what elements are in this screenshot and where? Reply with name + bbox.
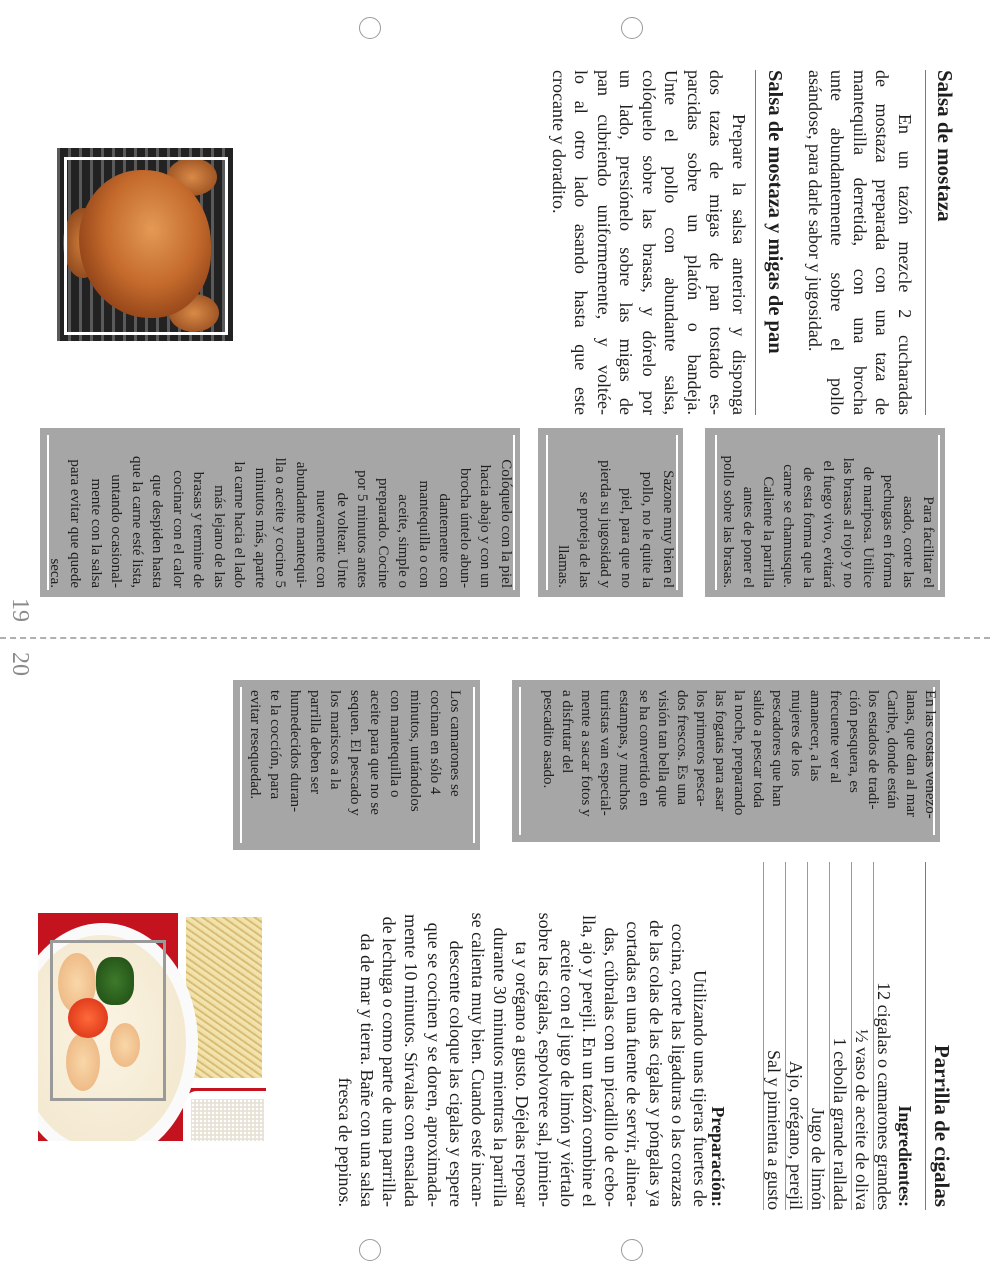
text-line: lanas, que dan al mar [902,690,919,818]
tip-text [552,438,678,588]
text-line: cocinan en sólo 4 [427,690,443,795]
ingredient-item: Sal y pimienta a gusto [763,862,785,1210]
text-line: antes de poner el [740,486,756,588]
text-line: Colóquelo con la piel [498,459,514,588]
text-line: los primeros pesca- [692,690,709,807]
text-line: estampas, y muchos [616,690,633,811]
text-line: dantemente con [436,493,453,588]
text-line: untando ocasional- [108,474,125,588]
paragraph-salsa-de-mostaza [804,70,917,415]
tip-box-season [538,428,683,597]
text-line: se proteja de las [576,491,592,588]
page-number-left: 19 [7,598,33,622]
text-line: hacia abajo y con un [477,464,494,588]
text-line: pescadores que han [769,690,786,807]
text-line: amanecer, a las [807,690,824,782]
text-line: se calienta muy bien. Cuando esté incan- [467,912,488,1207]
text-line: las fogatas para asar [711,690,728,812]
info-box-venezuelan-coasts [512,680,940,842]
text-line: te la cocción, para [267,690,283,800]
text-line: mantequilla derretida, con una brocha [850,70,870,415]
text-line: nuevamente con [313,490,330,588]
text-line: que se cocinen y se doren, aproximada- [423,922,444,1207]
heading-salsa-migas-de-pan: Salsa de mostaza y migas de pan [764,70,786,354]
text-line: las brasas al rojo y no [840,457,856,588]
paragraph-salsa-migas-de-pan [548,70,751,415]
text-line: mente 10 minutos. Sírvalas con ensalada [401,914,422,1207]
text-line: Los camarones se [447,690,463,797]
text-line: de voltear. Unte [334,492,350,588]
text-line: seca. [47,558,63,588]
text-line: carne se chamusque. [780,464,796,588]
text-line: piel, para que no [618,488,634,588]
heading-rule [755,70,756,415]
text-line: Caliente la parrilla [760,476,776,588]
text-line: los estados de tradi- [864,690,881,810]
text-line: fresca de pepinos. [334,1077,355,1207]
page-number-right: 20 [7,652,33,676]
text-line: descente coloque las cigalas y espere [445,940,466,1207]
text-line: En las costas venezo- [922,690,938,819]
text-line: turistas van especial- [597,690,614,816]
text-line: salido a pescar toda [750,690,767,808]
text-line: minutos más, aparte [252,467,268,588]
text-line: que la carne esté lista, [129,455,145,588]
text-line: con mantequilla o [387,690,403,798]
text-line: asándose, para darle sabor y jugosidad. [805,70,825,352]
ingredient-item: Jugo de limón [807,862,829,1210]
text-line: durante 30 minutos mientras la parrilla [490,927,511,1207]
text-line: En un tazón mezcle 2 cucharadas [895,114,915,415]
text-line: de lechuga o como parte de una parrilla- [379,916,400,1207]
text-line: cocinar con el calor [170,470,186,588]
text-line: Sazone muy bien el [660,470,676,588]
ingredient-item: ½ vaso de aceite de oliva [851,862,873,1210]
preparation-label: Preparación: [708,1106,728,1207]
text-line: evitar resequedad. [247,690,263,800]
text-line: a disfrutar del [559,690,576,774]
info-text [538,690,939,833]
text-line: la noche, preparando [731,690,748,816]
info-text [245,690,465,841]
text-line: Prepare la salsa anterior y disponga [729,114,749,415]
text-line: aceite para que no se [367,690,383,815]
text-line: Utilizando unas tijeras fuertes de [690,970,710,1207]
text-line: parrilla deben ser [307,690,323,795]
text-line: dos tazas de migas de pan tostado es- [706,70,727,415]
ingredients-list [763,862,895,1210]
info-box-shrimp [233,680,480,850]
text-line: brasas y termine de [190,471,207,588]
text-line: se ha convertido en [635,690,652,807]
text-line: das, cúbralas con un picadillo de cebo- [601,927,622,1207]
text-line: mantequilla o con [416,480,432,588]
tip-text [45,438,517,588]
text-line: pescadito asado. [540,690,557,789]
heading-rule [925,862,926,1210]
text-line: más lejano de las [211,485,227,588]
ingredient-item: 12 cigalas o camarones grandes [873,862,895,1210]
text-line: la carne hacia el lado [231,461,248,588]
tip-box-butterfly-cut [705,428,945,597]
text-line: lo al otro lado asando hasta que este [571,70,592,415]
text-line: humedecidos duran- [287,690,303,813]
text-line: asado, corte las [900,495,916,588]
text-line: Para facilitar el [920,496,936,588]
ingredients-label: Ingredientes: [895,1105,915,1207]
text-line: pierda su jugosidad y [597,460,613,588]
text-line: minutos, untándolos [407,690,423,812]
text-line: crocante y doradito. [549,70,569,214]
text-line: preparado. Cocine [375,478,391,588]
text-line: de las colas de las cigalas y póngalas ya [645,920,666,1207]
text-line: el fuego vivo, evitará [820,460,836,588]
text-line: lla o aceite y cocine 5 [272,457,289,588]
tip-text [718,438,938,588]
text-line: llamas. [555,545,571,588]
text-line: abundante mantequi- [293,461,309,588]
text-line: pollo sobre las brasas. [720,455,736,588]
text-line: aceite con el jugo de limón y viértalo [556,939,577,1207]
text-line: pechugas en forma [880,474,896,588]
text-line: mujeres de los [788,690,805,777]
text-line: visión tan bella que [654,690,671,808]
text-line: para evitar que quede [67,459,84,588]
text-line: mente a sacar fotos y [578,690,595,817]
text-line: mente con la salsa [88,478,104,588]
text-line: que despiden hasta [149,474,166,588]
text-line: de mostaza preparada con una taza de [872,70,893,415]
text-line: cortadas en una fuente de servir, alinea- [623,921,644,1207]
text-line: unte abundantemente sobre el pollo [827,70,848,415]
text-line: Caribe, donde están [883,690,900,809]
text-line: colóquelo sobre las brasas, y dórelo por [639,70,659,415]
text-line: sobre las cigalas, espolvoree sal, pimien- [534,912,555,1207]
ingredient-item: 1 cebolla grande rallada [829,862,851,1210]
text-line: pollo, no le quite la [639,471,655,588]
text-line: brocha úntelo abun- [457,468,473,588]
text-line: un lado, presiónelo sobre las migas de [616,70,637,415]
text-line: sequen. El pescado y [347,690,363,816]
text-line: ción pesquera, es [845,690,862,793]
heading-rule [925,70,926,415]
preparation-paragraph [334,840,711,1207]
text-line: Unte el pollo con abundante salsa, [661,70,682,415]
text-line: los mariscos a la [327,690,343,790]
heading-parrilla-de-cigalas: Parrilla de cigalas [930,1044,954,1207]
text-line: de esta forma que la [800,467,816,588]
text-line: parcidas sobre un platón o bandeja. [684,70,704,415]
heading-salsa-de-mostaza: Salsa de mostaza [933,70,957,222]
text-line: frecuente ver al [826,690,843,784]
text-line: cocina, corte las ligaduras o las corazas [667,923,688,1207]
text-line: de mariposa. Utilice [860,466,876,588]
text-line: ta y orégano a gusto. Déjelas reposar [512,941,533,1207]
tip-box-cooking [40,428,520,597]
text-line: por 5 minutos antes [354,470,371,588]
text-line: dos frescos. Es una [673,690,690,805]
text-line: lla, ajo y perejil. En un tazón combine el [578,915,599,1207]
text-line: da de mar y tierra. Bañe con una salsa [356,933,377,1207]
text-line: aceite, simple o [395,494,412,588]
ingredient-item: Ajo, orégano, perejil [785,862,807,1210]
text-line: pan cubriendo uniformemente, y voltée- [594,70,614,415]
